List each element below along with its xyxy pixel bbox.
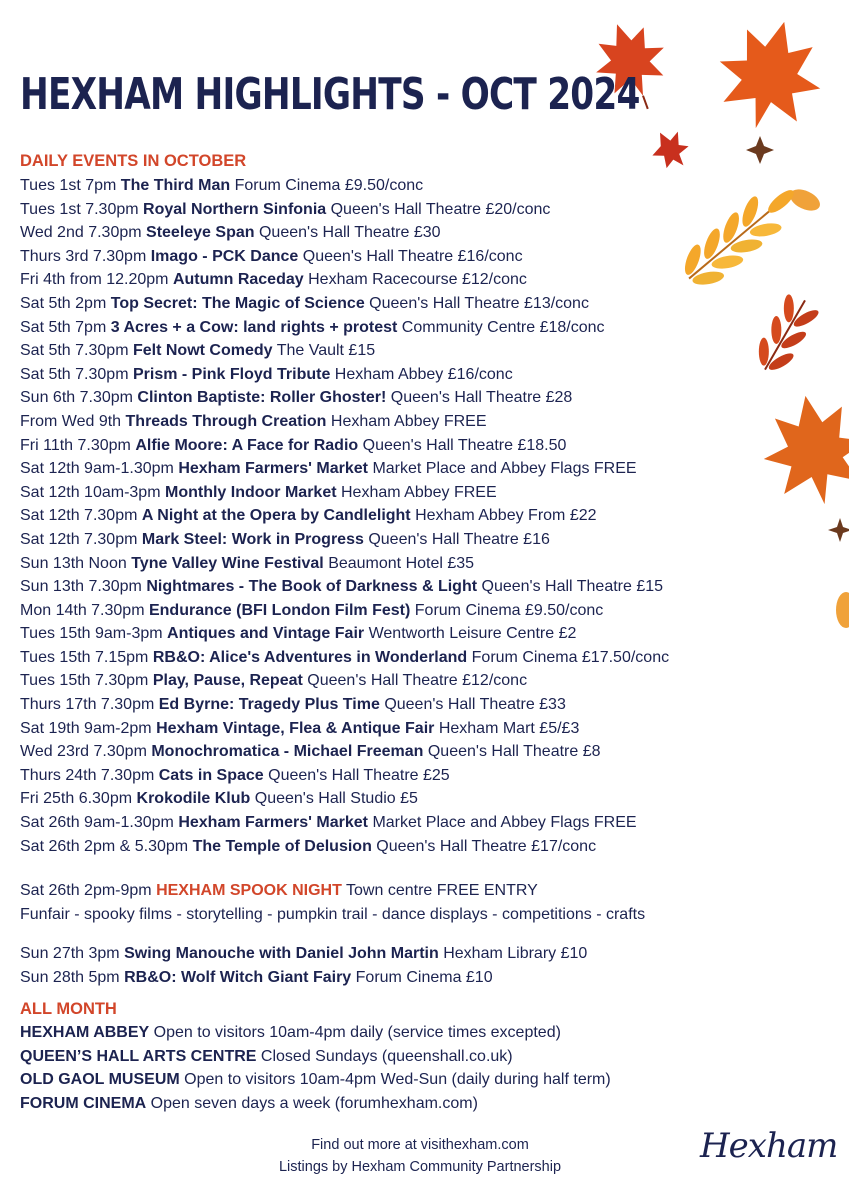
event-when: Tues 15th 7.15pm xyxy=(20,648,149,666)
event-details: Forum Cinema £17.50/conc xyxy=(471,648,670,666)
all-month-item xyxy=(20,1092,611,1116)
venue-name: HEXHAM ABBEY xyxy=(20,1024,150,1041)
event-details: Hexham Abbey From £22 xyxy=(415,507,597,525)
event-row xyxy=(20,764,669,788)
event-name: Monthly Indoor Market xyxy=(164,483,337,501)
event-when: From Wed 9th xyxy=(20,412,122,430)
event-details: Hexham Abbey FREE xyxy=(341,483,497,501)
event-row xyxy=(20,942,587,966)
event-when: Sun 13th Noon xyxy=(20,554,127,572)
event-row xyxy=(20,575,669,599)
event-row xyxy=(20,434,669,458)
event-row xyxy=(20,174,669,198)
venue-details: Open to visitors 10am-4pm daily (service times excepted) xyxy=(153,1024,561,1041)
event-details: Queen's Hall Theatre £16/conc xyxy=(302,247,523,265)
event-name: Imago - PCK Dance xyxy=(150,247,299,265)
event-row xyxy=(20,599,669,623)
event-when: Sun 13th 7.30pm xyxy=(20,578,142,596)
event-name: Endurance (BFI London Film Fest) xyxy=(148,601,411,619)
event-name: Swing Manouche with Daniel John Martin xyxy=(124,945,439,962)
event-when: Sun 6th 7.30pm xyxy=(20,389,133,407)
venue-name: QUEEN’S HALL ARTS CENTRE xyxy=(20,1047,257,1065)
event-when: Sat 5th 7.30pm xyxy=(20,365,129,383)
event-details: Hexham Library £10 xyxy=(443,945,588,962)
event-details: Queen's Hall Theatre £30 xyxy=(258,224,441,242)
event-when: Mon 14th 7.30pm xyxy=(20,601,145,619)
event-name: Royal Northern Sinfonia xyxy=(143,200,327,218)
event-name: A Night at the Opera by Candlelight xyxy=(141,507,411,525)
event-name: Antiques and Vintage Fair xyxy=(167,625,365,643)
event-when: Tues 15th 9am-3pm xyxy=(20,625,163,643)
event-details: Wentworth Leisure Centre £2 xyxy=(368,625,577,643)
event-name: Threads Through Creation xyxy=(125,412,327,430)
event-row xyxy=(20,457,669,481)
event-when: Sat 26th 9am-1.30pm xyxy=(20,814,174,832)
event-details: Hexham Abbey FREE xyxy=(330,412,487,430)
event-when: Thurs 17th 7.30pm xyxy=(20,696,155,714)
event-when: Sun 27th 3pm xyxy=(20,945,120,962)
event-details: Queen's Hall Theatre £25 xyxy=(268,766,450,784)
event-row xyxy=(20,693,669,717)
event-when: Fri 25th 6.30pm xyxy=(20,790,133,808)
event-name: Clinton Baptiste: Roller Ghoster! xyxy=(137,389,387,407)
late-events-list xyxy=(20,942,587,989)
all-month-item xyxy=(20,1068,611,1092)
all-month-item xyxy=(20,1045,611,1069)
event-row xyxy=(20,292,669,316)
event-details: The Vault £15 xyxy=(276,342,376,360)
event-details: Forum Cinema £10 xyxy=(355,968,493,986)
event-when: Tues 15th 7.30pm xyxy=(20,672,149,690)
all-month-heading: ALL MONTH xyxy=(20,1000,117,1018)
event-row xyxy=(20,787,669,811)
event-details: Queen's Hall Theatre £16 xyxy=(368,530,550,548)
event-details: Queen's Hall Theatre £20/conc xyxy=(330,200,551,218)
event-when: Wed 23rd 7.30pm xyxy=(20,743,147,761)
event-row xyxy=(20,316,669,340)
event-name: Nightmares - The Book of Darkness & Light xyxy=(146,578,478,596)
event-name: Top Secret: The Magic of Science xyxy=(110,294,365,312)
page-title: HEXHAM HIGHLIGHTS - OCT 2024 xyxy=(20,69,640,120)
event-name: 3 Acres + a Cow: land rights + protest xyxy=(110,318,398,336)
event-name: Alfie Moore: A Face for Radio xyxy=(135,436,359,454)
event-row xyxy=(20,622,669,646)
event-when: Sat 19th 9am-2pm xyxy=(20,719,152,737)
event-row xyxy=(20,811,669,835)
event-details: Town centre FREE ENTRY xyxy=(346,882,538,899)
event-details: Queen's Hall Theatre £12/conc xyxy=(307,672,528,690)
hexham-logo: Hexham xyxy=(700,1126,838,1166)
event-name: Tyne Valley Wine Festival xyxy=(131,554,324,572)
event-row xyxy=(20,646,669,670)
venue-name: FORUM CINEMA xyxy=(20,1094,147,1112)
event-when: Sun 28th 5pm xyxy=(20,968,120,986)
event-row xyxy=(20,363,669,387)
event-row xyxy=(20,528,669,552)
event-name: Prism - Pink Floyd Tribute xyxy=(132,365,331,383)
event-row xyxy=(20,268,669,292)
event-details: Queen's Hall Theatre £13/conc xyxy=(369,294,589,312)
event-details: Market Place and Abbey Flags FREE xyxy=(372,814,637,832)
event-when: Wed 2nd 7.30pm xyxy=(20,224,142,242)
event-details: Hexham Racecourse £12/conc xyxy=(308,271,527,289)
event-details: Queen's Hall Theatre £15 xyxy=(481,578,664,596)
event-row xyxy=(20,339,669,363)
spook-night-event xyxy=(20,879,538,903)
event-when: Tues 1st 7.30pm xyxy=(20,200,139,218)
event-details: Forum Cinema £9.50/conc xyxy=(414,601,604,619)
event-name: The Temple of Delusion xyxy=(192,837,372,855)
event-name: Ed Byrne: Tragedy Plus Time xyxy=(158,696,380,714)
event-when: Thurs 24th 7.30pm xyxy=(20,766,155,784)
event-name: Monochromatica - Michael Freeman xyxy=(151,743,424,761)
event-name: Felt Nowt Comedy xyxy=(132,342,273,360)
event-row xyxy=(20,966,587,990)
spook-night-activities: Funfair - spooky films - storytelling - pumpkin trail - dance displays - competitions - crafts xyxy=(20,906,646,923)
event-name: Hexham Vintage, Flea & Antique Fair xyxy=(156,719,435,737)
event-details: Market Place and Abbey Flags FREE xyxy=(372,460,637,478)
event-when: Sat 5th 7.30pm xyxy=(20,342,129,360)
event-details: Community Centre £18/conc xyxy=(401,318,605,336)
all-month-list xyxy=(20,1021,611,1115)
event-details: Hexham Abbey £16/conc xyxy=(334,365,513,383)
event-row xyxy=(20,740,669,764)
event-details: Queen's Hall Theatre £33 xyxy=(384,696,566,714)
daily-events-list xyxy=(20,174,669,858)
event-row xyxy=(20,410,669,434)
event-row xyxy=(20,835,669,859)
event-details: Queen's Hall Theatre £17/conc xyxy=(376,837,597,855)
spook-night-row xyxy=(20,879,538,903)
event-row xyxy=(20,198,669,222)
venue-details: Open to visitors 10am-4pm Wed-Sun (daily during half term) xyxy=(184,1071,611,1088)
event-when: Sat 12th 7.30pm xyxy=(20,507,138,525)
event-name: Autumn Raceday xyxy=(172,271,304,289)
event-details: Queen's Hall Theatre £8 xyxy=(427,743,601,761)
event-name: Hexham Farmers' Market xyxy=(178,460,368,478)
event-row xyxy=(20,504,669,528)
event-details: Queen's Hall Theatre £18.50 xyxy=(362,436,567,454)
event-name: HEXHAM SPOOK NIGHT xyxy=(156,882,342,899)
event-row xyxy=(20,386,669,410)
event-when: Tues 1st 7pm xyxy=(20,177,117,194)
event-when: Sat 12th 7.30pm xyxy=(20,530,138,548)
all-month-item xyxy=(20,1021,611,1045)
event-name: Mark Steel: Work in Progress xyxy=(141,530,364,548)
event-when: Sat 12th 9am-1.30pm xyxy=(20,460,174,478)
event-name: RB&O: Alice's Adventures in Wonderland xyxy=(152,648,468,666)
venue-details: Open seven days a week (forumhexham.com) xyxy=(150,1094,478,1112)
event-details: Beaumont Hotel £35 xyxy=(328,554,475,572)
event-name: Hexham Farmers' Market xyxy=(178,814,368,832)
venue-name: OLD GAOL MUSEUM xyxy=(20,1071,180,1088)
footer-credits-line: Listings by Hexham Community Partnership xyxy=(278,1159,562,1175)
event-details: Forum Cinema £9.50/conc xyxy=(234,177,424,194)
event-name: Play, Pause, Repeat xyxy=(152,672,303,690)
event-name: The Third Man xyxy=(120,177,231,194)
event-when: Sat 12th 10am-3pm xyxy=(20,483,161,501)
event-row xyxy=(20,221,669,245)
event-when: Sat 26th 2pm-9pm xyxy=(20,882,152,899)
event-when: Fri 4th from 12.20pm xyxy=(20,271,169,289)
daily-events-heading: DAILY EVENTS IN OCTOBER xyxy=(20,152,247,170)
event-name: Steeleye Span xyxy=(146,224,255,242)
event-when: Thurs 3rd 7.30pm xyxy=(20,247,147,265)
event-when: Fri 11th 7.30pm xyxy=(20,436,131,454)
event-row xyxy=(20,481,669,505)
event-row xyxy=(20,669,669,693)
event-name: Cats in Space xyxy=(158,766,264,784)
event-name: Krokodile Klub xyxy=(136,790,251,808)
event-details: Queen's Hall Studio £5 xyxy=(254,790,418,808)
event-when: Sat 5th 7pm xyxy=(20,318,107,336)
event-row xyxy=(20,552,669,576)
event-when: Sat 5th 2pm xyxy=(20,294,107,312)
venue-details: Closed Sundays (queenshall.co.uk) xyxy=(260,1047,513,1065)
event-name: RB&O: Wolf Witch Giant Fairy xyxy=(124,968,352,986)
event-when: Sat 26th 2pm & 5.30pm xyxy=(20,837,189,855)
event-row xyxy=(20,717,669,741)
event-details: Hexham Mart £5/£3 xyxy=(438,719,580,737)
event-row xyxy=(20,245,669,269)
footer-website-line: Find out more at visithexham.com xyxy=(311,1137,529,1153)
event-details: Queen's Hall Theatre £28 xyxy=(390,389,573,407)
